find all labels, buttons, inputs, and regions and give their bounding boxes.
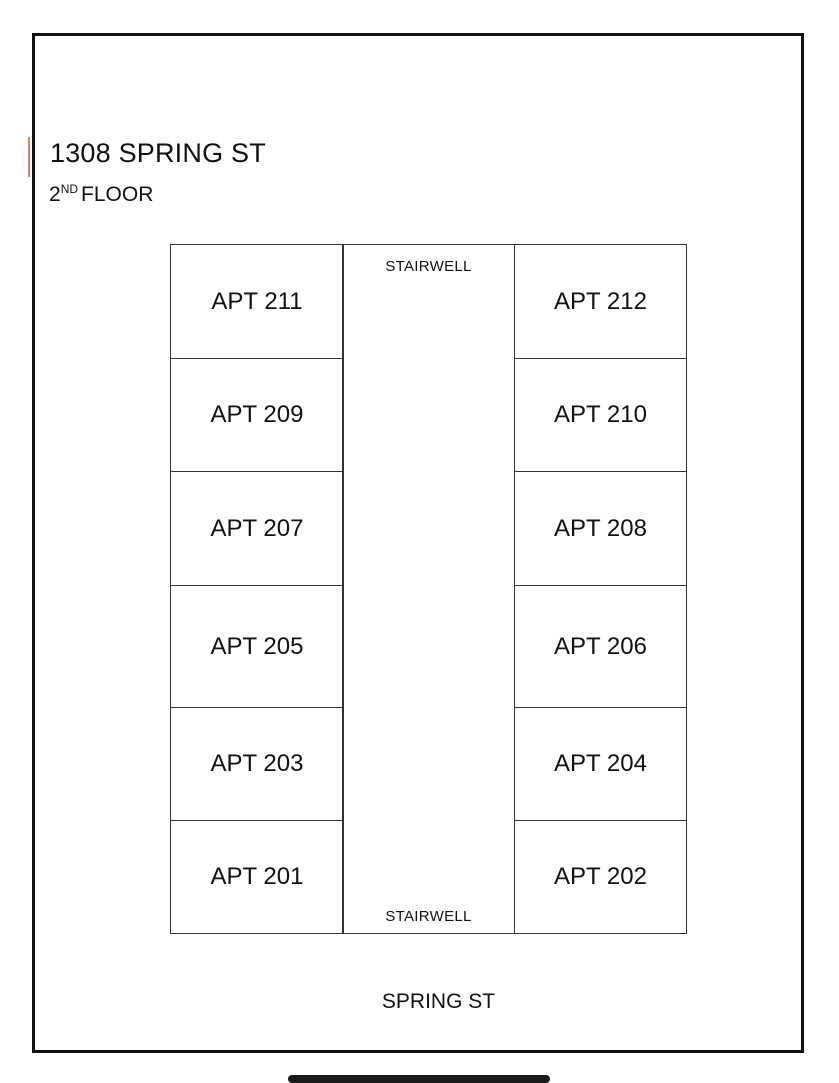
unit-label: APT 211 (211, 287, 303, 315)
floor-suffix: ND (60, 182, 79, 196)
unit-apt-209 (170, 358, 344, 472)
unit-label: APT 210 (554, 401, 647, 428)
unit-apt-203 (170, 707, 344, 821)
scroll-handle[interactable] (288, 1075, 550, 1083)
text-cursor (28, 137, 30, 177)
building-address: 1308 SPRING ST (50, 138, 266, 168)
unit-label: APT 203 (210, 750, 304, 777)
stairwell-top-label: STAIRWELL (385, 258, 472, 275)
unit-label: APT 204 (554, 750, 647, 777)
unit-label: APT 208 (554, 514, 647, 542)
hallway (342, 244, 515, 934)
unit-label: APT 202 (554, 863, 647, 890)
floor-word: FLOOR (81, 183, 154, 206)
unit-apt-212 (514, 244, 687, 359)
unit-apt-204 (514, 707, 687, 821)
unit-label: APT 205 (210, 632, 304, 660)
street-label: SPRING ST (381, 990, 496, 1013)
unit-apt-205 (170, 585, 344, 708)
floor-number: 2 (49, 183, 61, 206)
unit-label: APT 201 (210, 863, 304, 890)
unit-apt-202 (514, 820, 687, 934)
floor-plan (170, 244, 687, 934)
unit-apt-206 (514, 585, 687, 708)
unit-apt-211 (170, 244, 344, 359)
unit-apt-210 (514, 358, 687, 472)
stairwell-bottom-label: STAIRWELL (385, 908, 472, 925)
unit-label: APT 209 (210, 401, 304, 428)
unit-apt-208 (514, 471, 687, 586)
unit-label: APT 207 (210, 514, 304, 542)
unit-label: APT 212 (554, 287, 647, 315)
unit-apt-201 (170, 820, 344, 934)
unit-apt-207 (170, 471, 344, 586)
unit-label: APT 206 (554, 632, 647, 660)
floor-label (49, 182, 153, 207)
